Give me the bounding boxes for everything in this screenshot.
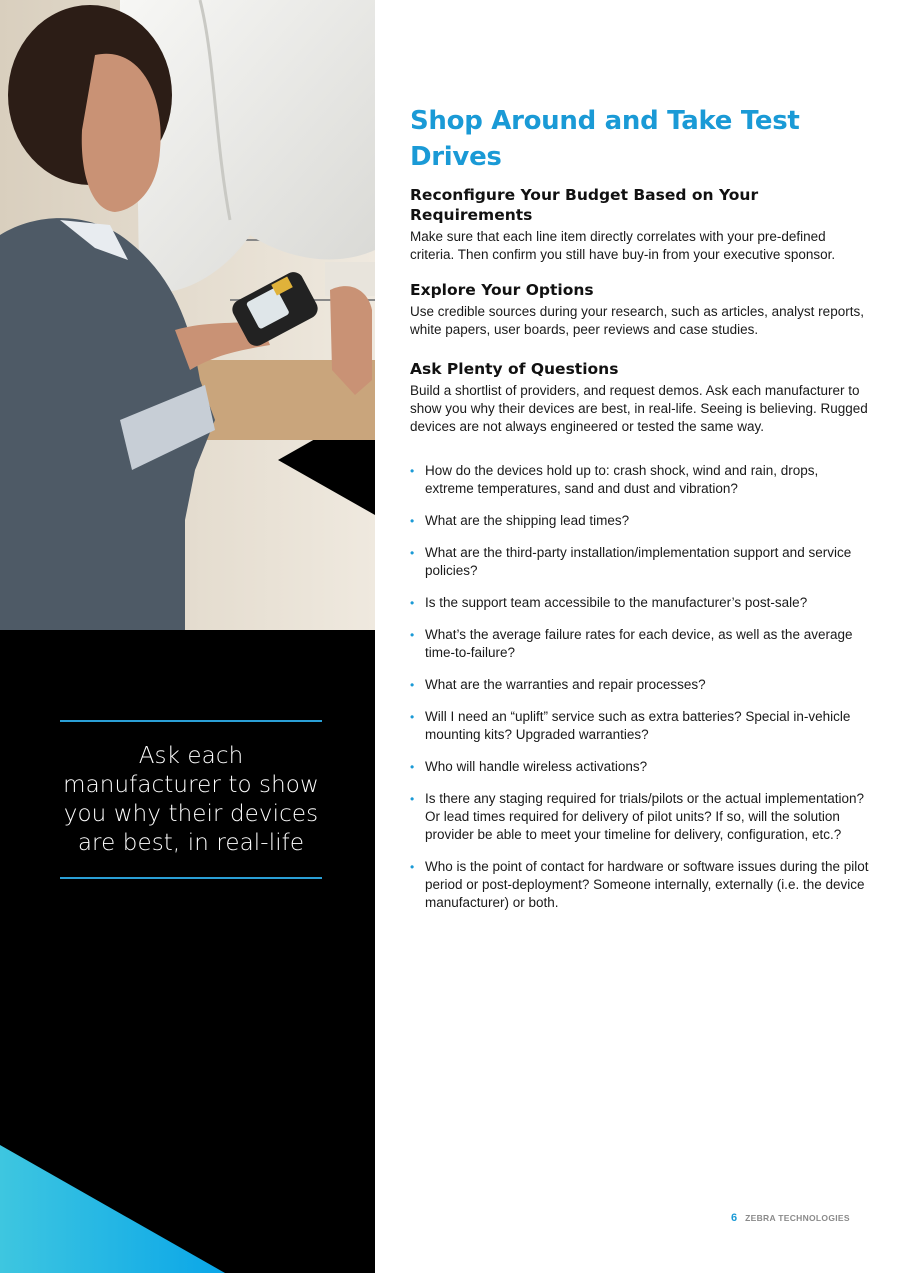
page-heading: Shop Around and Take Test Drives (410, 106, 800, 172)
question-text: What are the third-party installation/implementation support and service policies? (425, 545, 852, 578)
pull-quote (60, 720, 322, 879)
main-content (410, 103, 870, 926)
question-text: Is the support team accessibile to the manufacturer’s post-sale? (425, 595, 808, 610)
bullet-icon: • (410, 546, 415, 560)
question-text: What are the shipping lead times? (425, 513, 630, 528)
brand-name: ZEBRA TECHNOLOGIES (745, 1213, 850, 1223)
question-text: Who is the point of contact for hardware or software issues during the pilot period or post-deployment? Someone internally, externally (i.e. the device manufacturer) or both. (425, 859, 869, 910)
question-text: Will I need an “uplift” service such as extra batteries? Special in-vehicle mounting kits? Upgraded warranties? (425, 709, 851, 742)
question-text: Is there any staging required for trials/pilots or the actual implementation? Or lead times required for delivery of pilot units? If so, will the solution provider be able to meet your timeline for delivery, configuration, etc.? (425, 791, 864, 842)
section-options (410, 280, 870, 339)
section-body: Use credible sources during your research, such as articles, analyst reports, white papers, user boards, peer reviews and case studies. (410, 304, 864, 337)
section-body: Build a shortlist of providers, and request demos. Ask each manufacturer to show you why their devices are best, in real-life. Seeing is believing. Rugged devices are not always engineered or tested the same way. (410, 383, 868, 434)
list-item (410, 708, 870, 744)
corner-accent-shape (0, 1133, 375, 1273)
page-footer (731, 1211, 850, 1226)
bullet-icon: • (410, 464, 415, 478)
worker-photo (0, 0, 375, 630)
bullet-icon: • (410, 760, 415, 774)
list-item (410, 544, 870, 580)
bullet-icon: • (410, 628, 415, 642)
question-text: Who will handle wireless activations? (425, 759, 648, 774)
bullet-icon: • (410, 792, 415, 806)
list-item (410, 758, 870, 776)
list-item (410, 858, 870, 912)
section-title: Explore Your Options (410, 281, 594, 299)
question-text: How do the devices hold up to: crash shock, wind and rain, drops, extreme temperatures, sand and dust and vibration? (425, 463, 819, 496)
bullet-icon: • (410, 596, 415, 610)
list-item (410, 626, 870, 662)
section-title: Reconfigure Your Budget Based on Your Requirements (410, 186, 759, 224)
list-item (410, 594, 870, 612)
section-body: Make sure that each line item directly correlates with your pre-defined criteria. Then confirm you still have buy-in from your executive sponsor. (410, 229, 836, 262)
page-number: 6 (731, 1212, 738, 1224)
quote-bottom-rule (60, 877, 322, 879)
list-item (410, 462, 870, 498)
question-text: What are the warranties and repair processes? (425, 677, 706, 692)
bullet-icon: • (410, 514, 415, 528)
section-budget (410, 185, 870, 264)
bullet-icon: • (410, 860, 415, 874)
list-item (410, 512, 870, 530)
question-text: What’s the average failure rates for each device, as well as the average time-to-failure? (425, 627, 853, 660)
left-panel (0, 0, 375, 1273)
section-title: Ask Plenty of Questions (410, 360, 619, 378)
section-questions (410, 359, 870, 436)
bullet-icon: • (410, 678, 415, 692)
bullet-icon: • (410, 710, 415, 724)
list-item (410, 676, 870, 694)
question-list (410, 462, 870, 912)
list-item (410, 790, 870, 844)
quote-text: Ask each manufacturer to show you why their devices are best, in real-life (63, 742, 319, 856)
